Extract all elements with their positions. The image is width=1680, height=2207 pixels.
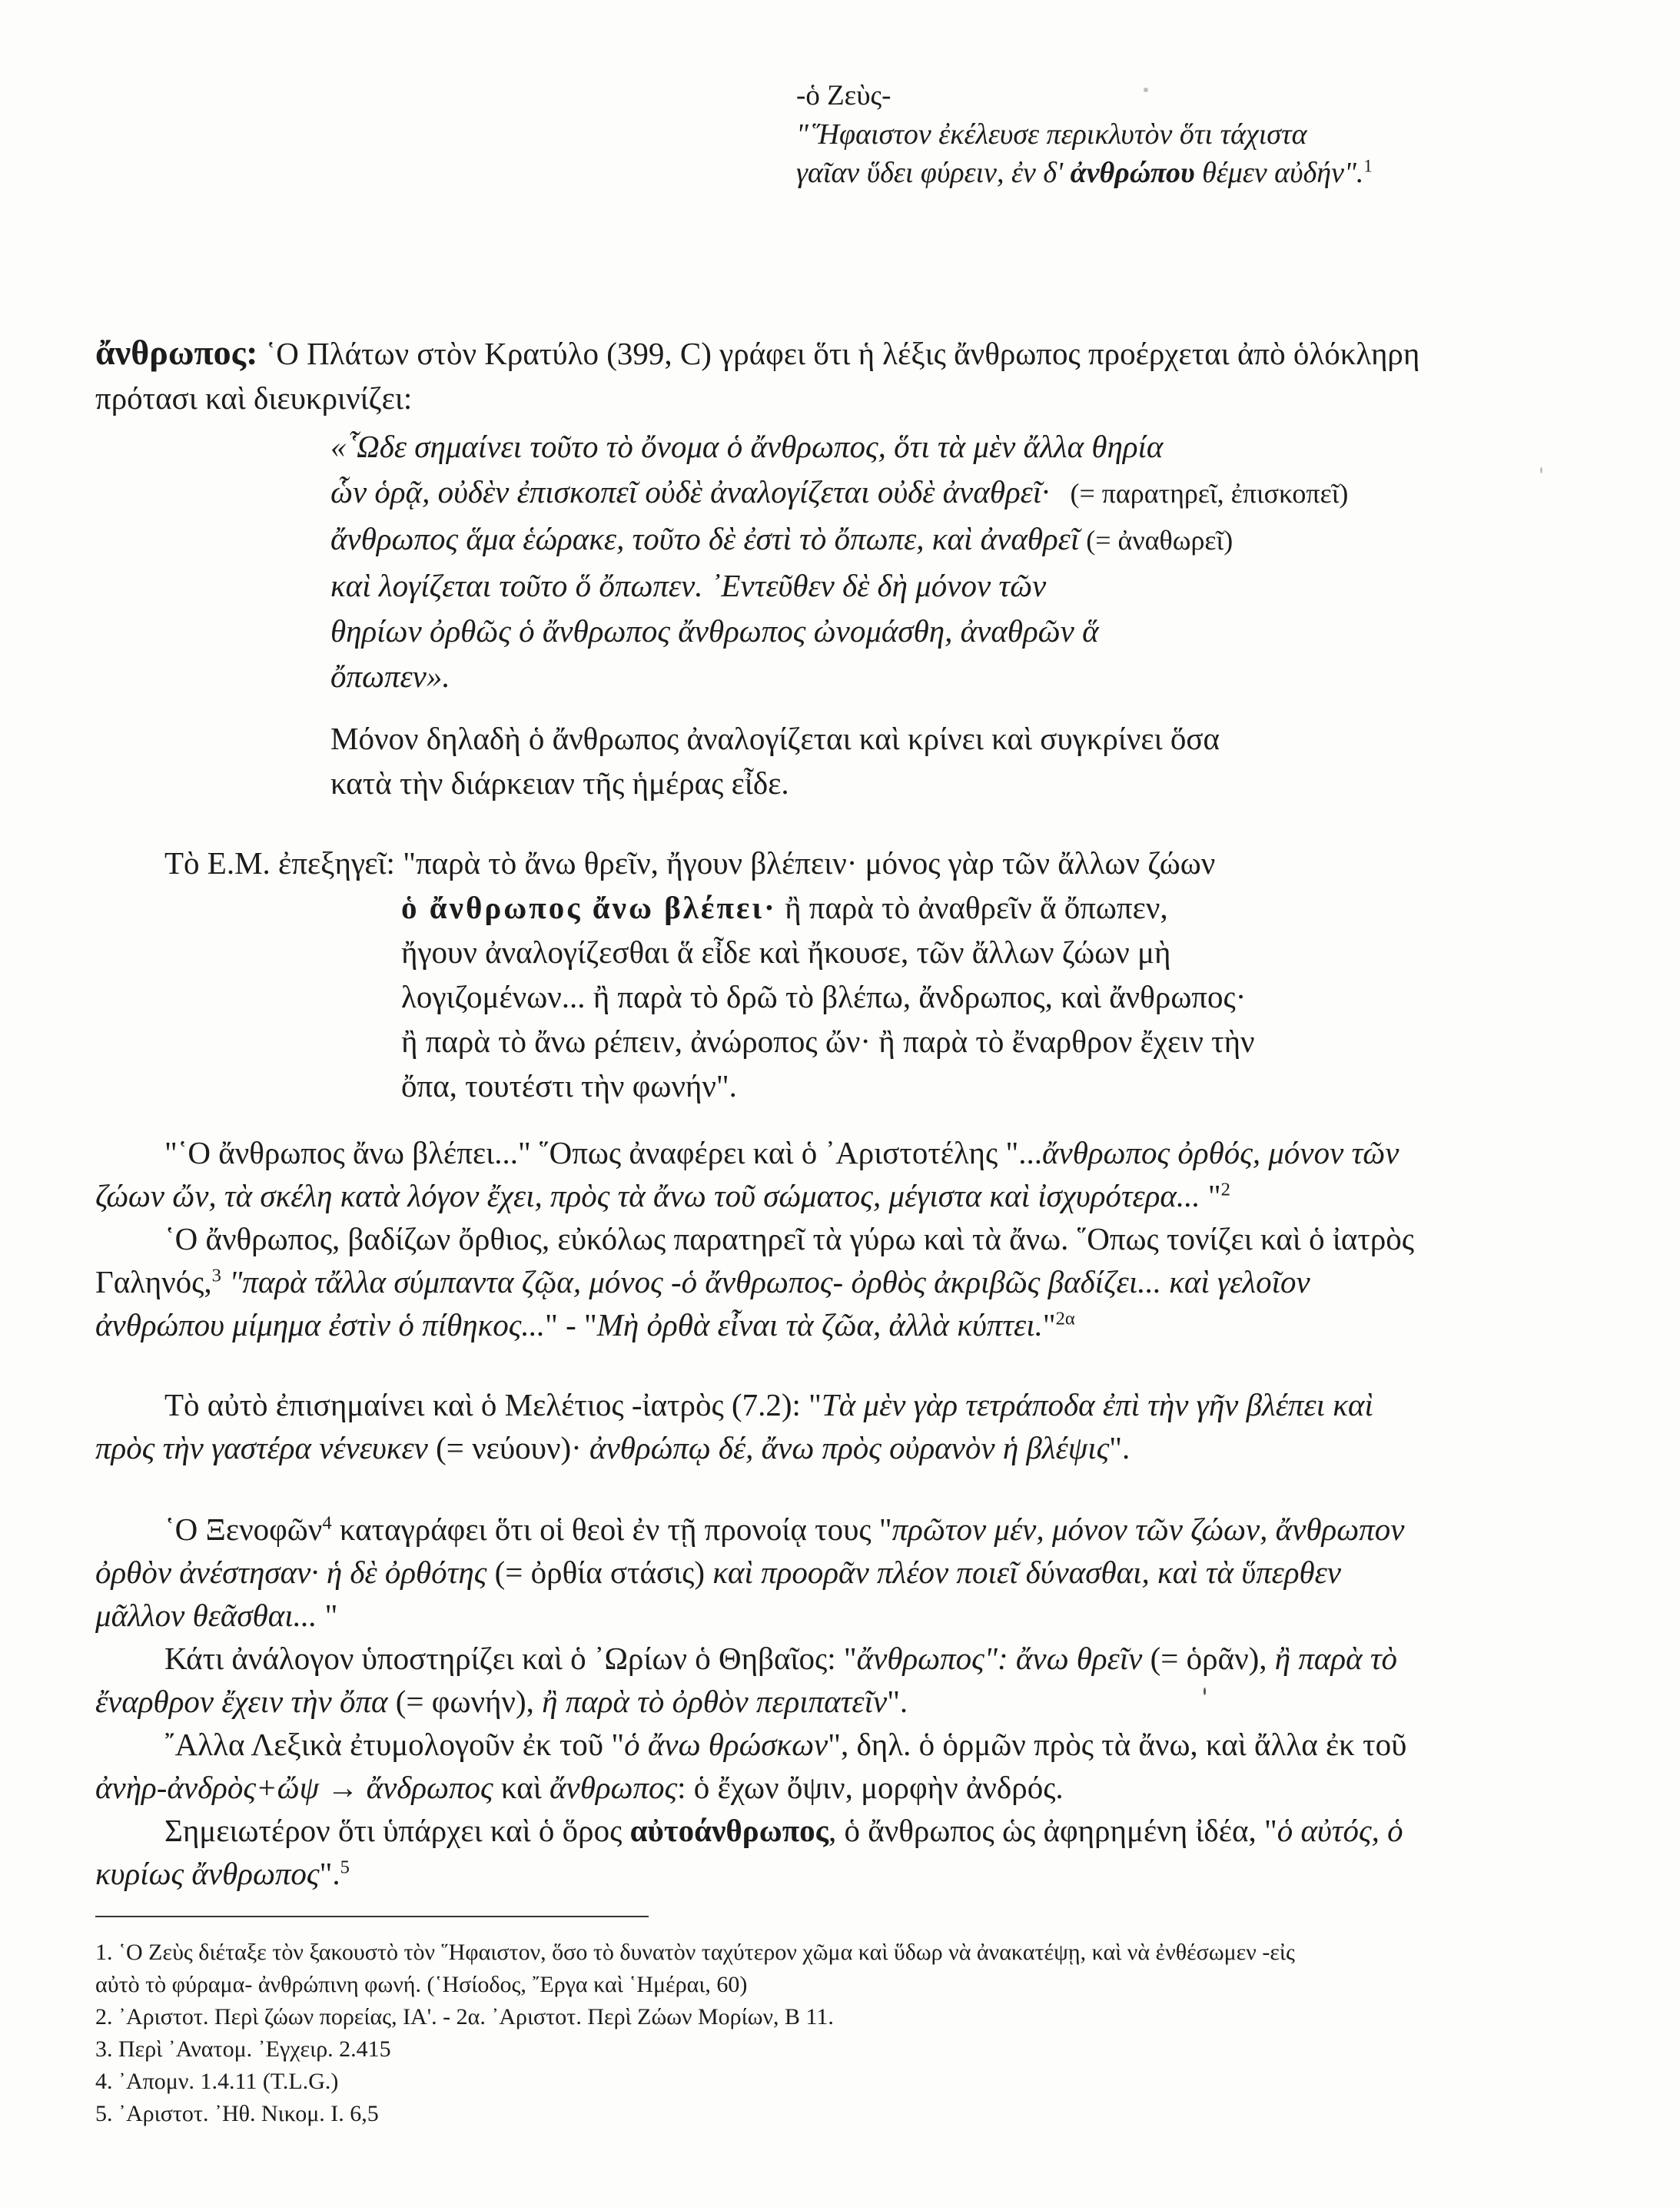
paragraph-line <box>95 1852 1586 1895</box>
text: Κάτι ἀνάλογον ὑποστηρίζει καὶ ὁ ᾿Ωρίων ὁ Θηβαῖος: " <box>164 1641 857 1676</box>
text: Σημειωτέρον ὅτι ὑπάρχει καὶ ὁ ὅρος <box>164 1813 630 1848</box>
paragraph-line <box>95 1680 1586 1723</box>
quote-line: «῟Ωδε σημαίνει τοῦτο τὸ ὄνομα ὁ ἄνθρωπος, ὅτι τὰ μὲν ἄλλα θηρία <box>330 429 1164 464</box>
em-text: ἢ παρὰ τὸ ἀναθρεῖν ἅ ὄπωπεν, <box>776 890 1168 925</box>
epigraph-speaker: -ὁ Ζεὺς- <box>796 80 891 111</box>
epigraph-text: θέμεν αὐδήν". <box>1194 157 1364 189</box>
quote-text: "παρὰ τἄλλα σύμπαντα ζῷα, μόνος -ὁ ἄνθρωπος- ὀρθὸς ἀκριβῶς βαδίζει... καὶ γελοῖον <box>221 1264 1310 1299</box>
text: καταγράφει ὅτι οἱ θεοὶ ἐν τῇ προνοίᾳ τους " <box>331 1512 892 1547</box>
em-line <box>401 885 1255 930</box>
text: " <box>317 1598 338 1633</box>
lemma-word: ἄνθρωπος: <box>95 333 258 372</box>
scan-speck <box>1144 88 1148 92</box>
quote-text: ἢ παρὰ τὸ <box>1274 1641 1398 1676</box>
xenophon-paragraph <box>95 1508 1586 1895</box>
quote-line: θηρίων ὀρθῶς ὁ ἄνθρωπος ἄνθρωπος ὠνομάσθη, ἀναθρῶν ἅ <box>330 613 1099 649</box>
paragraph-line <box>95 1809 1586 1852</box>
quote-text: ἀνθρώπου μίμημα ἐστὶν ὁ πίθηκος... <box>95 1307 546 1342</box>
footnote-line: αὐτὸ τὸ φύραμα- ἀνθρώπινη φωνή. (῾Ησίοδος, ῎Εργα καὶ ῾Ημέραι, 60) <box>95 1972 748 1997</box>
footnote-ref-3: 3 <box>211 1265 221 1286</box>
aristotle-paragraph <box>95 1131 1586 1346</box>
quote-text: κυρίως ἄνθρωπος <box>95 1856 320 1891</box>
paragraph-line <box>95 1174 1586 1217</box>
quote-text: καὶ προορᾶν πλέον ποιεῖ δύνασθαι, καὶ τὰ ὕπερθεν <box>712 1555 1341 1590</box>
em-line: ὄπα, τουτέστι τὴν φωνήν". <box>401 1068 737 1104</box>
quote-text: Μὴ ὀρθὰ εἶναι τὰ ζῶα, ἀλλὰ κύπτει. <box>596 1307 1043 1342</box>
em-continuation <box>401 885 1255 1108</box>
summary-paragraph <box>330 716 1220 805</box>
text: (= νεύουν)· <box>427 1430 590 1465</box>
quote-text: ἄνθρωπος ὀρθός, μόνον τῶν <box>1041 1135 1399 1170</box>
scan-speck <box>1540 467 1542 473</box>
text: "῾Ο ἄνθρωπος ἄνω βλέπει..." ῞Οπως ἀναφέρει καὶ ὁ ᾿Αριστοτέλης "... <box>164 1135 1042 1170</box>
footnote-line: 2. ᾿Αριστοτ. Περὶ ζώων πορείας, ΙΑ'. - 2α. ᾿Αριστοτ. Περὶ Ζώων Μορίων, Β 11. <box>95 2004 834 2029</box>
lemma-paragraph <box>95 330 1419 420</box>
quote-text: Τὰ μὲν γὰρ τετράποδα ἐπὶ τὴν γῆν βλέπει καὶ <box>821 1387 1373 1422</box>
quote-text: ἢ παρὰ τὸ ὀρθὸν περιπατεῖν <box>542 1684 888 1719</box>
paragraph-line <box>95 1303 1586 1346</box>
paragraph-line: ῾Ο ἄνθρωπος, βαδίζων ὄρθιος, εὐκόλως παρατηρεῖ τὰ γύρω καὶ τὰ ἄνω. ῞Οπως τονίζει καὶ ὁ ἰατρὸς <box>164 1221 1415 1256</box>
plato-quote <box>330 424 1348 699</box>
em-line: Τὸ Ε.Μ. ἐπεξηγεῖ: "παρὰ τὸ ἄνω θρεῖν, ἤγουν βλέπειν· μόνος γὰρ τῶν ἄλλων ζώων <box>164 845 1216 881</box>
footnote-ref-2: 2 <box>1220 1179 1230 1200</box>
text: (= φωνήν), <box>387 1684 543 1719</box>
quote-text: ἄνθρωπος": ἄνω θρεῖν <box>856 1641 1143 1676</box>
quote-gloss: (= ἀναθωρεῖ) <box>1079 525 1233 556</box>
footnote-ref-1: 1 <box>1363 156 1373 176</box>
quote-line <box>330 470 1348 516</box>
footnotes <box>95 1937 1295 2130</box>
footnote-ref-5: 5 <box>340 1857 350 1878</box>
paragraph-line <box>95 1383 1586 1426</box>
footnote-line: 3. Περὶ ᾿Ανατομ. ᾿Εγχειρ. 2.415 <box>95 2036 391 2062</box>
paragraph-line <box>95 1551 1586 1594</box>
text: " <box>1200 1178 1221 1213</box>
text: (= ὀρθία στάσις) <box>486 1555 713 1590</box>
quote-text: ἔναρθρον ἔχειν τὴν ὄπα <box>95 1684 388 1719</box>
summary-line: κατὰ τὴν διάρκειαν τῆς ἡμέρας εἶδε. <box>330 765 789 801</box>
footnote-ref-4: 4 <box>322 1512 332 1534</box>
paragraph-line <box>95 1131 1586 1174</box>
lemma-text: ῾Ο Πλάτων στὸν Κρατύλο (399, C) γράφει ὅτι ἡ λέξις ἄνθρωπος προέρχεται ἀπὸ ὁλόκληρη <box>257 336 1420 371</box>
text: (= ὁρᾶν), <box>1142 1641 1275 1676</box>
text: : ὁ ἔχων ὄψιν, μορφὴν ἀνδρός. <box>677 1770 1064 1805</box>
bold-term: αὐτοάνθρωπος <box>629 1813 828 1848</box>
summary-line: Μόνον δηλαδὴ ὁ ἄνθρωπος ἀναλογίζεται καὶ κρίνει καὶ συγκρίνει ὅσα <box>330 721 1220 756</box>
epigraph-line-1: "῞Ηφαιστον ἐκέλευσε περικλυτὸν ὅτι τάχιστα <box>796 118 1307 151</box>
text: , ὁ ἄνθρωπος ὡς ἀφηρημένη ἰδέα, " <box>828 1813 1277 1848</box>
paragraph-line <box>95 1260 1586 1303</box>
footnote-divider <box>95 1916 649 1917</box>
quote-text: ἀνθρώπῳ δέ, ἄνω πρὸς οὐρανὸν ἡ βλέψις <box>589 1430 1110 1465</box>
quote-text: ἄνδρωπος <box>366 1770 493 1805</box>
text: ", δηλ. ὁ ὁρμῶν πρὸς τὰ ἄνω, καὶ ἄλλα ἐκ τοῦ <box>828 1727 1407 1762</box>
text: ῾Ο Ξενοφῶν <box>164 1512 323 1547</box>
footnote-line: 5. ᾿Αριστοτ. ᾿Ηθ. Νικομ. Ι. 6,5 <box>95 2101 379 2126</box>
text: " - " <box>545 1307 597 1342</box>
quote-gloss: (= παρατηρεῖ, ἐπισκοπεῖ) <box>1049 478 1349 509</box>
paragraph-line <box>95 1594 1586 1637</box>
footnote-ref-2a: 2α <box>1055 1308 1075 1329</box>
paragraph-line <box>95 1508 1586 1551</box>
quote-text: πρὸς τὴν γαστέρα νένευκεν <box>95 1430 428 1465</box>
quote-text: ὧν ὁρᾷ, οὐδὲν ἐπισκοπεῖ οὐδὲ ἀναλογίζεται οὐδὲ ἀναθρεῖ· <box>330 474 1050 509</box>
quote-text: πρῶτον μέν, μόνον τῶν ζώων, ἄνθρωπον <box>891 1512 1405 1547</box>
epigraph-bold-word: ἀνθρώπου <box>1070 157 1195 189</box>
quote-line: ὄπωπεν». <box>330 659 450 694</box>
quote-text: ὁ αὐτός, ὁ <box>1277 1813 1403 1848</box>
paragraph-line <box>95 1637 1586 1680</box>
paragraph-line <box>95 1723 1586 1766</box>
lemma-line-1 <box>95 330 1419 376</box>
quote-text: μᾶλλον θεᾶσθαι... <box>95 1598 317 1633</box>
quote-text: ἄνθρωπος <box>549 1770 678 1805</box>
paragraph-line <box>95 1766 1586 1809</box>
em-paragraph <box>164 841 1215 885</box>
quote-text: ζώων ὤν, τὰ σκέλη κατὰ λόγον ἔχει, πρὸς τὰ ἄνω τοῦ σώματος, μέγιστα καὶ ἰσχυρότερα... <box>95 1178 1200 1213</box>
em-line: λογιζομένων... ἢ παρὰ τὸ δρῶ τὸ βλέπω, ἄνδρωπος, καὶ ἄνθρωπος· <box>401 979 1247 1014</box>
paragraph-line <box>95 1426 1586 1469</box>
epigraph-text: γαῖαν ὕδει φύρειν, ἐν δ' <box>796 157 1071 189</box>
text: " <box>1042 1307 1056 1342</box>
text: ". <box>887 1684 908 1719</box>
footnote-line: 4. ᾿Απομν. 1.4.11 (T.L.G.) <box>95 2069 339 2094</box>
em-bold-phrase: ὁ ἄνθρωπος ἄνω βλέπει· <box>401 890 777 925</box>
epigraph <box>796 77 1373 192</box>
quote-text: ὁ ἄνω θρώσκων <box>624 1727 828 1762</box>
lemma-line-2: πρότασι καὶ διευκρινίζει: <box>95 380 413 416</box>
text: ". <box>319 1856 340 1891</box>
em-line: ἢ παρὰ τὸ ἄνω ρέπειν, ἀνώροπος ὤν· ἢ παρὰ τὸ ἔναρθρον ἔχειν τὴν <box>401 1024 1255 1059</box>
text: καὶ <box>493 1770 549 1805</box>
meletios-paragraph <box>95 1383 1586 1469</box>
quote-line <box>330 516 1348 563</box>
quote-text: ὀρθὸν ἀνέστησαν· ἡ δὲ ὀρθότης <box>95 1555 487 1590</box>
em-line: ἤγουν ἀναλογίζεσθαι ἅ εἶδε καὶ ἤκουσε, τῶν ἄλλων ζώων μὴ <box>401 934 1171 970</box>
scan-speck <box>1204 1688 1206 1695</box>
epigraph-line-2 <box>796 154 1373 192</box>
text: Τὸ αὐτὸ ἐπισημαίνει καὶ ὁ Μελέτιος -ἰατρὸς (7.2): " <box>164 1387 822 1422</box>
text: Γαληνός, <box>95 1264 212 1299</box>
quote-line: καὶ λογίζεται τοῦτο ὅ ὄπωπεν. ᾿Εντεῦθεν δὲ δὴ μόνον τῶν <box>330 568 1047 603</box>
quote-text: ἀνὴρ-ἀνδρὸς+ὤψ <box>95 1770 320 1805</box>
quote-text: ἄνθρωπος ἅμα ἑώρακε, τοῦτο δὲ ἐστὶ τὸ ὄπωπε, καὶ ἀναθρεῖ <box>330 521 1080 556</box>
arrow-glyph: → <box>319 1770 367 1805</box>
footnote-line: 1. ῾Ο Ζεὺς διέταξε τὸν ξακουστὸ τὸν ῞Ηφαιστον, ὅσο τὸ δυνατὸν ταχύτερον χῶμα καὶ ὕδωρ νὰ ἀνακατέψῃ, καὶ νὰ ἐνθέσωμεν -εἰς <box>95 1940 1295 1965</box>
text: ". <box>1109 1430 1131 1465</box>
text: ῎Αλλα Λεξικὰ ἐτυμολογοῦν ἐκ τοῦ " <box>164 1727 625 1762</box>
